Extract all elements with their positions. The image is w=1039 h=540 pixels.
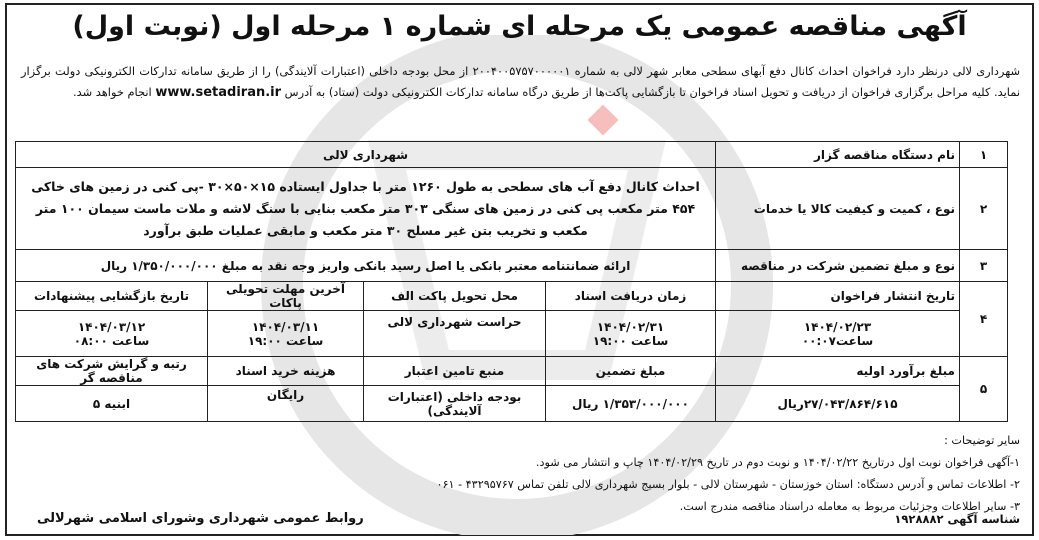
row-label: نام دستگاه مناقصه گزار: [716, 142, 960, 168]
table-row: [16, 142, 1008, 168]
value-cell: [364, 311, 546, 357]
time-text: ساعت ۰۸:۰۰: [73, 333, 150, 348]
row-label: نوع ، کمیت و کیفیت کالا یا خدمات: [716, 168, 960, 250]
value-cell: [546, 311, 716, 357]
note-item: ۳- سایر اطلاعات وجزئیات مربوط به معامله دراسناد مناقصه مندرج است.: [679, 500, 1020, 513]
ad-id: شناسه آگهی ۱۹۲۸۸۸۲: [894, 512, 1020, 526]
date-text: ۱۴۰۴/۰۳/۱۱: [251, 319, 320, 334]
tender-details-table: [15, 141, 1008, 422]
notes-heading: سایر توضیحات :: [944, 434, 1020, 447]
row-number: ۱: [960, 142, 1008, 168]
time-text: ساعت ۱۹:۰۰: [247, 333, 324, 348]
date-text: ۱۴۰۴/۰۲/۳۱: [596, 319, 665, 334]
value-cell: [208, 311, 364, 357]
table-row: [16, 386, 1008, 422]
table-row: [16, 357, 1008, 386]
value-cell: ۱/۳۵۳/۰۰۰/۰۰۰ ریال: [546, 386, 716, 422]
header-cell: هزینه خرید اسناد: [208, 357, 364, 386]
advertisement-page: [5, 3, 1034, 536]
table-row: [16, 311, 1008, 357]
header-cell: منبع تامین اعتبار: [364, 357, 546, 386]
time-text: ساعت ۱۹:۰۰: [592, 333, 669, 348]
row-value: شهرداری لالی: [16, 142, 716, 168]
row-number: ۵: [960, 357, 1008, 422]
value-cell: ۲۷/۰۴۳/۸۶۴/۶۱۵ریال: [716, 386, 960, 422]
header-cell: زمان دریافت اسناد: [546, 282, 716, 311]
date-text: ۱۴۰۴/۰۳/۱۲: [77, 319, 146, 334]
header-cell: محل تحویل پاکت الف: [364, 282, 546, 311]
row-number: ۲: [960, 168, 1008, 250]
table-row: [16, 168, 1008, 250]
page-title: آگهی مناقصه عمومی یک مرحله ای شماره ۱ مرحله اول (نوبت اول): [72, 11, 967, 42]
intro-text: شهرداری لالی درنظر دارد فراخوان احداث کانال دفع آبهای سطحی معابر شهر لالی به شماره ۲۰۰۴۰۰۵۷۵۷۰۰۰۰۰۱ از محل بودجه داخلی (اعتبارات آلایندگی) را از طریق سامانه تدارکات الکترونیکی دولت برگزار نماید. کلیه مراحل برگزاری فراخوان از دریافت و تحویل اسناد فراخوان تا بازگشایی پاکت‌ها از طریق درگاه سامانه تدارکات الکترونیکی دولت (ستاد) به آدرس: [21, 64, 1020, 99]
value-cell: [716, 311, 960, 357]
row-number: ۴: [960, 282, 1008, 357]
header-cell: رتبه و گرایش شرکت های مناقصه گر: [16, 357, 208, 386]
value-cell: ابنیه ۵: [16, 386, 208, 422]
location-text: حراست شهرداری لالی: [387, 315, 522, 329]
value-cell: رایگان: [208, 386, 364, 422]
website-link[interactable]: www.setadiran.ir: [155, 85, 282, 100]
header-cell: مبلغ تضمین: [546, 357, 716, 386]
notes-section: [21, 430, 1020, 518]
date-text: ۱۴۰۴/۰۲/۲۳: [803, 319, 872, 334]
header-cell: تاریخ انتشار فراخوان: [716, 282, 960, 311]
row-number: ۳: [960, 250, 1008, 282]
intro-tail: انجام خواهد شد.: [73, 85, 152, 99]
time-text: ساعت۰۰:۰۷: [801, 333, 874, 348]
header-cell: تاریخ بازگشایی پیشنهادات: [16, 282, 208, 311]
header-cell: مبلغ برآورد اولیه: [716, 357, 960, 386]
value-cell: [16, 311, 208, 357]
intro-paragraph: [21, 61, 1020, 103]
table-row: [16, 282, 1008, 311]
signature: روابط عمومی شهرداری وشورای اسلامی شهرلالی: [37, 511, 364, 526]
note-item: ۱-آگهی فراخوان نوبت اول درتاریخ ۱۴۰۴/۰۲/۲۲ و نوبت دوم در تاریخ ۱۴۰۴/۰۲/۲۹ چاپ و انتشار می شود.: [535, 456, 1020, 469]
value-cell: بودجه داخلی (اعتبارات آلایندگی): [364, 386, 546, 422]
header-cell: آخرین مهلت تحویلی پاکات: [208, 282, 364, 311]
table-row: [16, 250, 1008, 282]
row-value: احداث کانال دفع آب های سطحی به طول ۱۲۶۰ متر با جداول ایستاده ۱۵×۵۰×۳۰ -پی کنی در زمین های خاکی ۴۵۴ متر مکعب پی کنی در زمین های سنگی ۳۰۳ متر مکعب بنایی با سنگ لاشه و ملات ماست سیمان ۱۰۰ متر مکعب و تخریب بتن غیر مسلح ۳۰ متر مکعب و مابقی عملیات طبق برآورد: [16, 168, 716, 250]
note-item: ۲- اطلاعات تماس و آدرس دستگاه: استان خوزستان - شهرستان لالی - بلوار بسیج شهرداری لالی تلفن تماس ۴۳۲۹۵۷۶۷ - ۰۶۱: [436, 478, 1020, 491]
row-value: ارائه ضمانتنامه معتبر بانکی یا اصل رسید بانکی واریز وجه نقد به مبلغ ۱/۳۵۰/۰۰۰/۰۰۰ ریال: [16, 250, 716, 282]
row-label: نوع و مبلغ تضمین شرکت در مناقصه: [716, 250, 960, 282]
